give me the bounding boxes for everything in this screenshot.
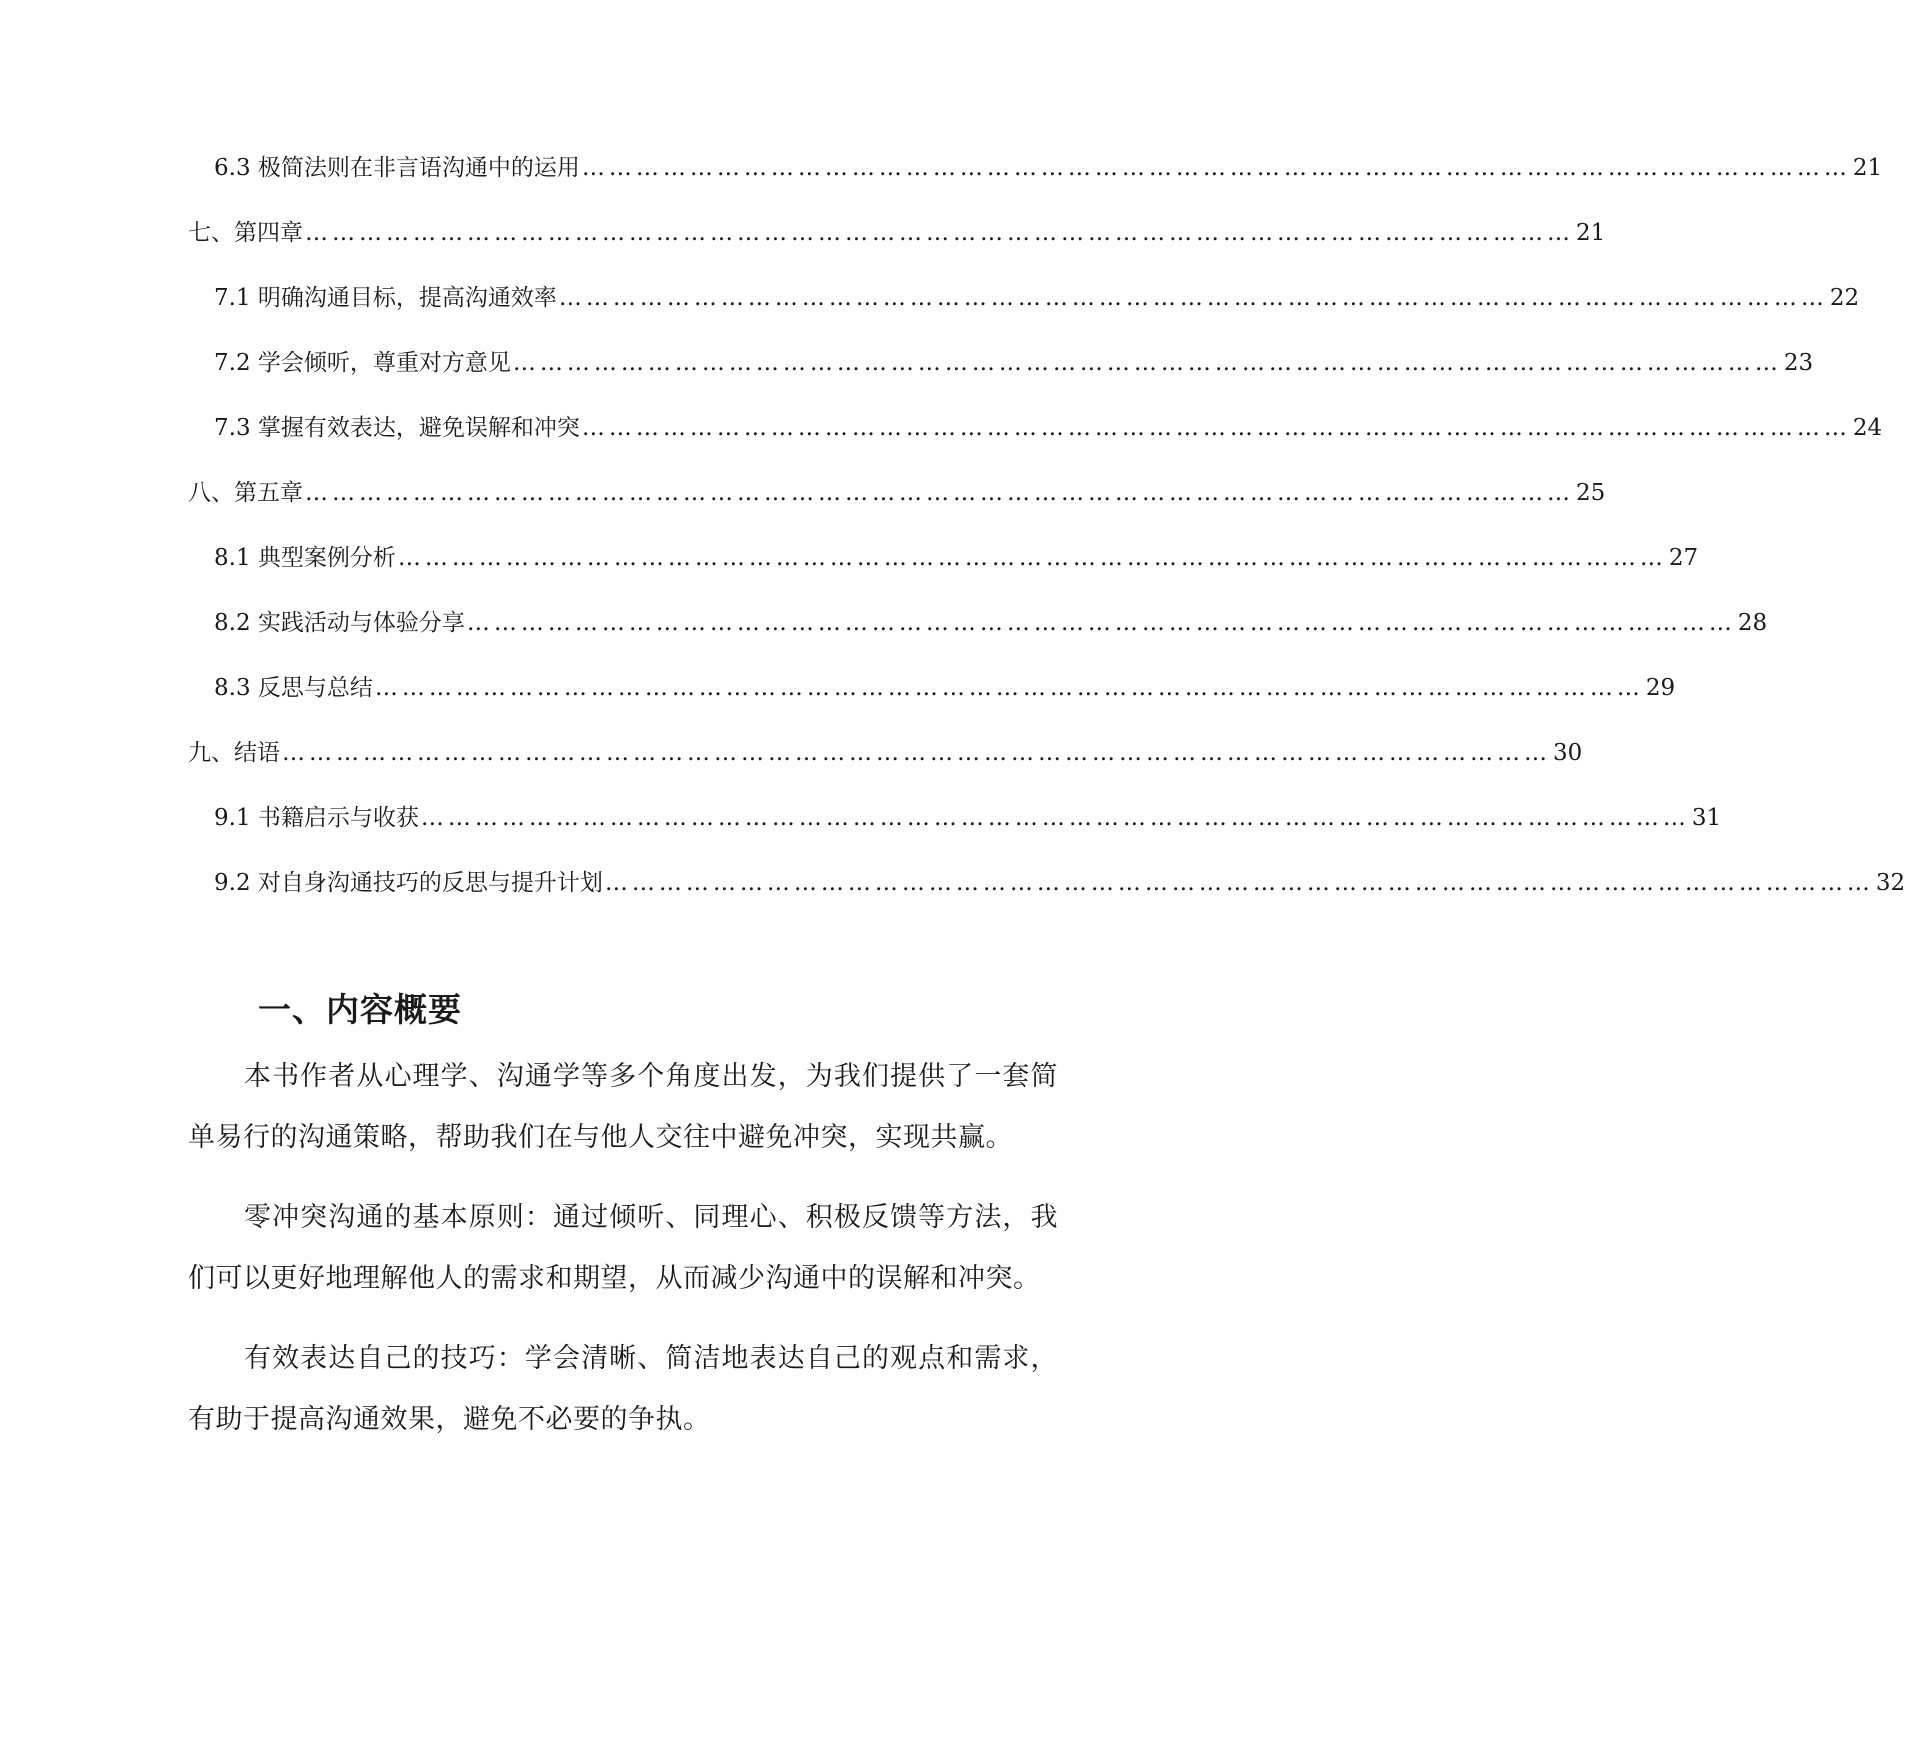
- toc-leader-dots: ……………………………………………………………………………………………………………………………: [512, 350, 1782, 376]
- toc-entry-page: 31: [1691, 805, 1722, 831]
- toc-leader-dots: ……………………………………………………………………………………………………………………………: [558, 285, 1828, 311]
- toc-entry-page: 23: [1783, 350, 1814, 376]
- toc-entry-label: 7.1 明确沟通目标，提高沟通效率: [214, 285, 557, 311]
- section-heading: 一、内容概要: [258, 990, 462, 1030]
- toc-leader-dots: ……………………………………………………………………………………………………………………………: [305, 480, 1574, 506]
- toc-entry[interactable]: [188, 278, 1860, 343]
- toc-entry-page: 24: [1852, 415, 1883, 441]
- toc-entry-label: 9.1 书籍启示与收获: [214, 805, 419, 831]
- toc-entry[interactable]: [188, 863, 1905, 928]
- toc-entry[interactable]: [188, 473, 1606, 538]
- toc-leader-dots: ……………………………………………………………………………………………………………………………: [604, 870, 1874, 896]
- toc-leader-dots: ……………………………………………………………………………………………………………………………: [397, 545, 1667, 571]
- toc-leader-dots: ……………………………………………………………………………………………………………………………: [466, 610, 1736, 636]
- toc-entry[interactable]: [188, 538, 1699, 603]
- toc-entry-label: 7.2 学会倾听，尊重对方意见: [214, 350, 511, 376]
- toc-entry-label: 8.1 典型案例分析: [214, 545, 396, 571]
- toc-entry-label: 八、第五章: [188, 480, 303, 506]
- toc-entry-label: 9.2 对自身沟通技巧的反思与提升计划: [214, 870, 603, 896]
- toc-leader-dots: ……………………………………………………………………………………………………………………………: [581, 415, 1851, 441]
- toc-entry-page: 29: [1645, 675, 1676, 701]
- table-of-contents: [188, 148, 1905, 928]
- toc-entry-label: 8.2 实践活动与体验分享: [214, 610, 465, 636]
- toc-entry-page: 28: [1737, 610, 1768, 636]
- toc-entry[interactable]: [188, 408, 1883, 473]
- toc-entry-label: 8.3 反思与总结: [214, 675, 373, 701]
- toc-entry-page: 25: [1576, 480, 1606, 506]
- body-paragraph: 零冲突沟通的基本原则：通过倾听、同理心、积极反馈等方法，我们可以更好地理解他人的需求和期望，从而减少沟通中的误解和冲突。: [188, 1202, 1058, 1294]
- toc-entry[interactable]: [188, 213, 1606, 278]
- toc-entry[interactable]: [188, 343, 1814, 408]
- toc-leader-dots: ……………………………………………………………………………………………………………………………: [420, 805, 1690, 831]
- toc-entry-page: 21: [1852, 155, 1883, 181]
- toc-entry[interactable]: [188, 668, 1676, 733]
- toc-entry-label: 7.3 掌握有效表达，避免误解和冲突: [214, 415, 580, 441]
- toc-entry-label: 九、结语: [188, 740, 280, 766]
- toc-entry-page: 21: [1576, 220, 1606, 246]
- toc-entry[interactable]: [188, 603, 1768, 668]
- toc-leader-dots: ……………………………………………………………………………………………………………………………: [581, 155, 1851, 181]
- toc-entry-page: 32: [1875, 870, 1905, 896]
- toc-entry-page: 30: [1553, 740, 1583, 766]
- toc-leader-dots: ……………………………………………………………………………………………………………………………: [282, 740, 1551, 766]
- toc-leader-dots: ……………………………………………………………………………………………………………………………: [374, 675, 1644, 701]
- toc-entry-page: 27: [1668, 545, 1699, 571]
- toc-entry-label: 6.3 极简法则在非言语沟通中的运用: [214, 155, 580, 181]
- toc-entry[interactable]: [188, 733, 1583, 798]
- section-body: [188, 1046, 1058, 1469]
- body-paragraph: 本书作者从心理学、沟通学等多个角度出发，为我们提供了一套简单易行的沟通策略，帮助我们在与他人交往中避免冲突，实现共赢。: [188, 1061, 1058, 1153]
- toc-entry-label: 七、第四章: [188, 220, 303, 246]
- toc-entry[interactable]: [188, 798, 1722, 863]
- body-paragraph: 有效表达自己的技巧：学会清晰、简洁地表达自己的观点和需求，有助于提高沟通效果，避免不必要的争执。: [188, 1343, 1058, 1435]
- toc-leader-dots: ……………………………………………………………………………………………………………………………: [305, 220, 1574, 246]
- toc-entry-page: 22: [1829, 285, 1860, 311]
- toc-entry[interactable]: [188, 148, 1883, 213]
